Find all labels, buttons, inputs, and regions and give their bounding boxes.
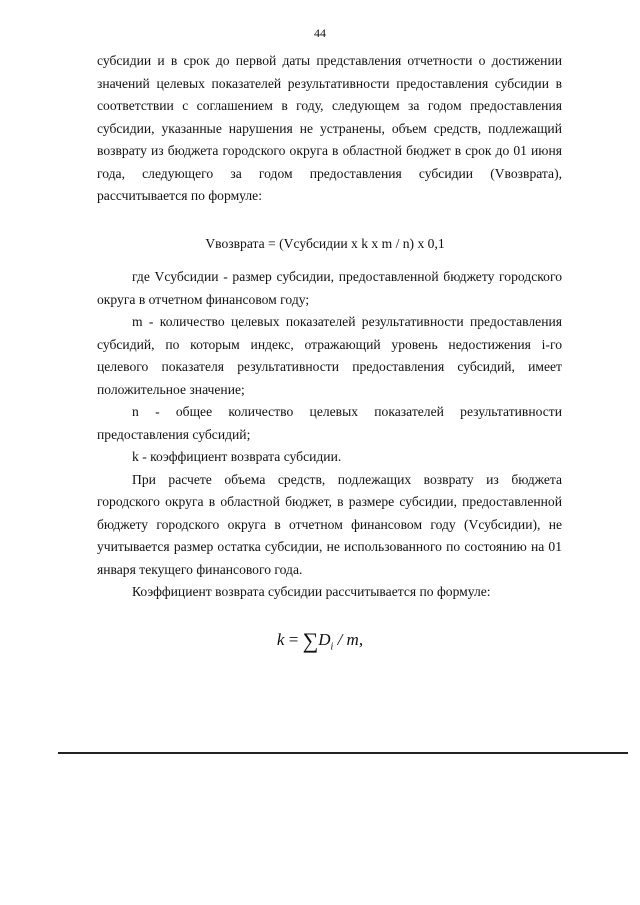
paragraph-definition-k: k - коэффициент возврата субсидии. [132,449,342,464]
formula-k-symbol: k [276,630,285,649]
summation-symbol: ∑ [302,628,319,653]
formula-subscript-i: i [330,641,334,653]
page-number: 44 [314,26,326,40]
paragraph-calculation-note: При расчете объема средств, подлежащих возврату из бюджета городского округа в областной бюджет, в размере субсидии, предоставленной бюджету городского округа в отчетном финансовом году (Vсубсидии), не учитывается размер остатка субсидии, не использованного по состоянию на 01 января текущего финансового года. [97,471,562,577]
formula-d-term: D [318,630,331,649]
formula-equals-sign: = [288,630,299,649]
formula-coefficient [0,628,640,654]
formula-return-volume: Vвозврата = (Vсубсидии x k x m / n) x 0,1 [205,236,445,251]
paragraph-definition-m: m - количество целевых показателей результативности предоставления субсидий, по которым индекс, отражающий уровень недостижения i-го целевого показателя результативности предоставления субсидий, имеет положительное значение; [97,314,562,397]
footer-divider-line [58,752,628,754]
paragraph-definition-vsubsidy: где Vсубсидии - размер субсидии, предоставленной бюджету городского округа в отчетном финансовом году; [97,269,562,307]
intro-text-block [97,50,562,208]
paragraph-coefficient-intro: Коэффициент возврата субсидии рассчитывается по формуле: [132,584,491,599]
paragraph-intro: субсидии и в срок до первой даты представления отчетности о достижении значений целевых показателей результативности предоставления субсидии в соответствии с соглашением в году, следующем за годом предоставления субсидии, указанные нарушения не устранены, объем средств, подлежащий возврату из бюджета городского округа в областной бюджет в срок до 01 июня года, следующего за годом предоставления субсидии (Vвозврата), рассчитывается по формуле: [97,53,562,203]
paragraph-definition-n: n - общее количество целевых показателей результативности предоставления субсидий; [97,404,562,442]
definitions-text-block [97,266,562,604]
formula-rest: / m, [333,630,364,649]
